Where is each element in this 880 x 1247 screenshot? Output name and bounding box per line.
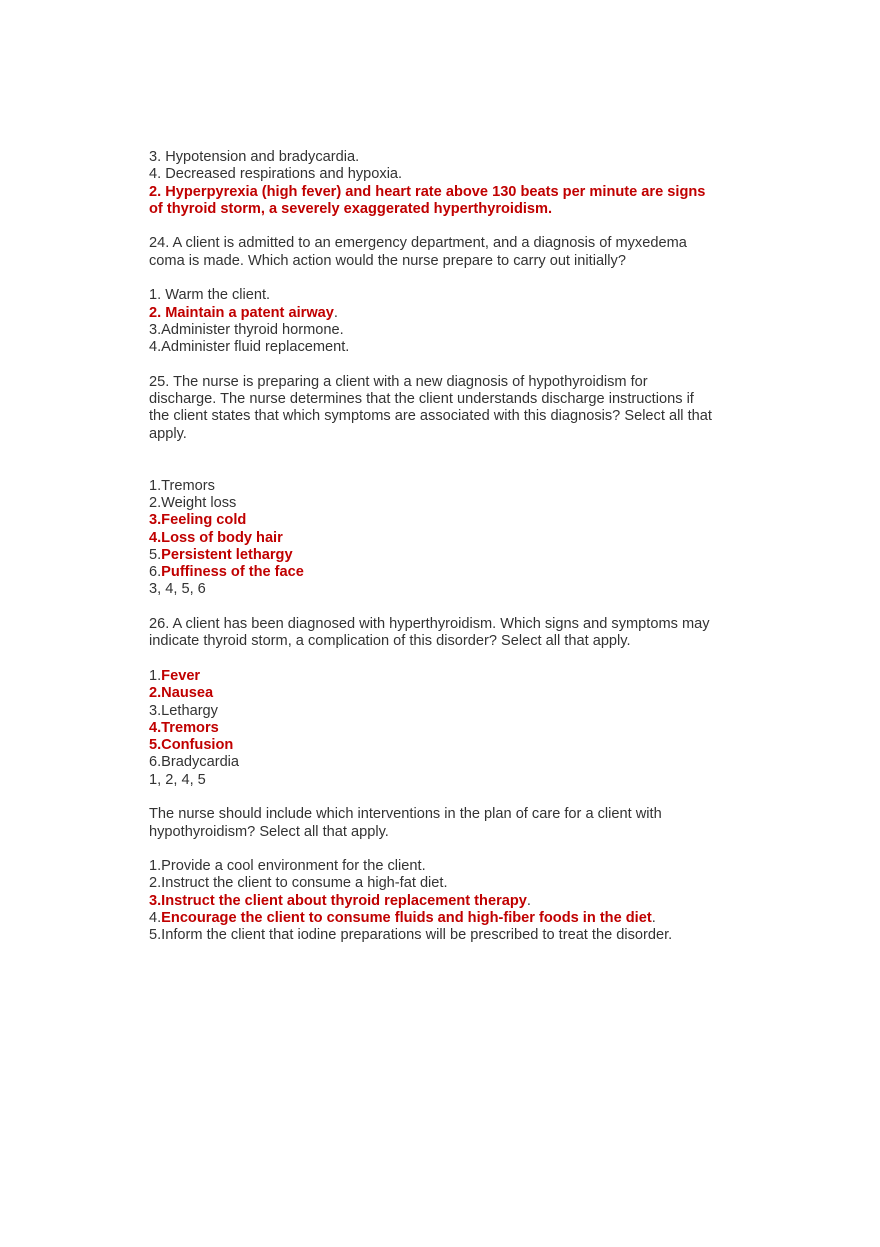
q25-option-1: 1.Tremors — [149, 477, 215, 494]
q24-answer: 2. Maintain a patent airway — [149, 304, 334, 321]
q23-option-4: 4. Decreased respirations and hypoxia. — [149, 166, 403, 183]
q26-option-3: 3.Lethargy — [149, 702, 218, 719]
q27-option-2: 2.Instruct the client to consume a high-fat diet. — [149, 875, 448, 892]
q25-option-2: 2.Weight loss — [149, 494, 237, 511]
q26-option-4: 4.Tremors — [149, 719, 219, 736]
q26-option-5: 5.Confusion — [149, 737, 234, 754]
q24-option-2: 2. Maintain a patent airway. — [149, 304, 338, 321]
q25-stem-line-1: 25. The nurse is preparing a client with a new diagnosis of hypothyroidism for — [149, 373, 648, 390]
q24-stem-line-1: 24. A client is admitted to an emergency department, and a diagnosis of myxedema — [149, 235, 687, 252]
q26-option-2: 2.Nausea — [149, 685, 214, 702]
q25-option-6: 6.Puffiness of the face — [149, 564, 304, 581]
q26-option-6: 6.Bradycardia — [149, 754, 240, 771]
q24-option-3: 3.Administer thyroid hormone. — [149, 321, 344, 338]
q24-option-4: 4.Administer fluid replacement. — [149, 339, 350, 356]
q25-stem-line-2: discharge. The nurse determines that the client understands discharge instructions if — [149, 391, 694, 408]
q23-rationale-line-2: of thyroid storm, a severely exaggerated hyperthyroidism. — [149, 200, 553, 217]
q26-stem-line-2: indicate thyroid storm, a complication of this disorder? Select all that apply. — [149, 633, 631, 650]
document-page — [149, 149, 809, 945]
q27-option-3: 3.Instruct the client about thyroid replacement therapy. — [149, 892, 531, 909]
q23-option-3: 3. Hypotension and bradycardia. — [149, 149, 360, 165]
q23-rationale-line-1: 2. Hyperpyrexia (high fever) and heart rate above 130 beats per minute are signs — [149, 183, 706, 200]
q25-option-3: 3.Feeling cold — [149, 512, 247, 529]
q24-stem-line-2: coma is made. Which action would the nurse prepare to carry out initially? — [149, 252, 626, 269]
q27-stem-line-2: hypothyroidism? Select all that apply. — [149, 823, 389, 840]
q25-stem-line-3: the client states that which symptoms are associated with this diagnosis? Select all that — [149, 408, 712, 425]
q27-stem-line-1: The nurse should include which interventions in the plan of care for a client with — [149, 806, 662, 823]
q27-option-5: 5.Inform the client that iodine preparations will be prescribed to treat the disorder. — [149, 927, 673, 944]
q26-option-1: 1.Fever — [149, 667, 201, 684]
q25-stem-line-4: apply. — [149, 425, 187, 442]
q26-stem-line-1: 26. A client has been diagnosed with hyperthyroidism. Which signs and symptoms may — [149, 616, 710, 633]
q24-option-1: 1. Warm the client. — [149, 287, 271, 304]
q26-answer-key: 1, 2, 4, 5 — [149, 771, 206, 788]
q27-option-1: 1.Provide a cool environment for the client. — [149, 858, 426, 875]
q25-option-5: 5.Persistent lethargy — [149, 546, 293, 563]
q27-option-4: 4.Encourage the client to consume fluids and high-fiber foods in the diet. — [149, 910, 656, 927]
q25-option-4: 4.Loss of body hair — [149, 529, 283, 546]
q25-answer-key: 3, 4, 5, 6 — [149, 581, 206, 598]
